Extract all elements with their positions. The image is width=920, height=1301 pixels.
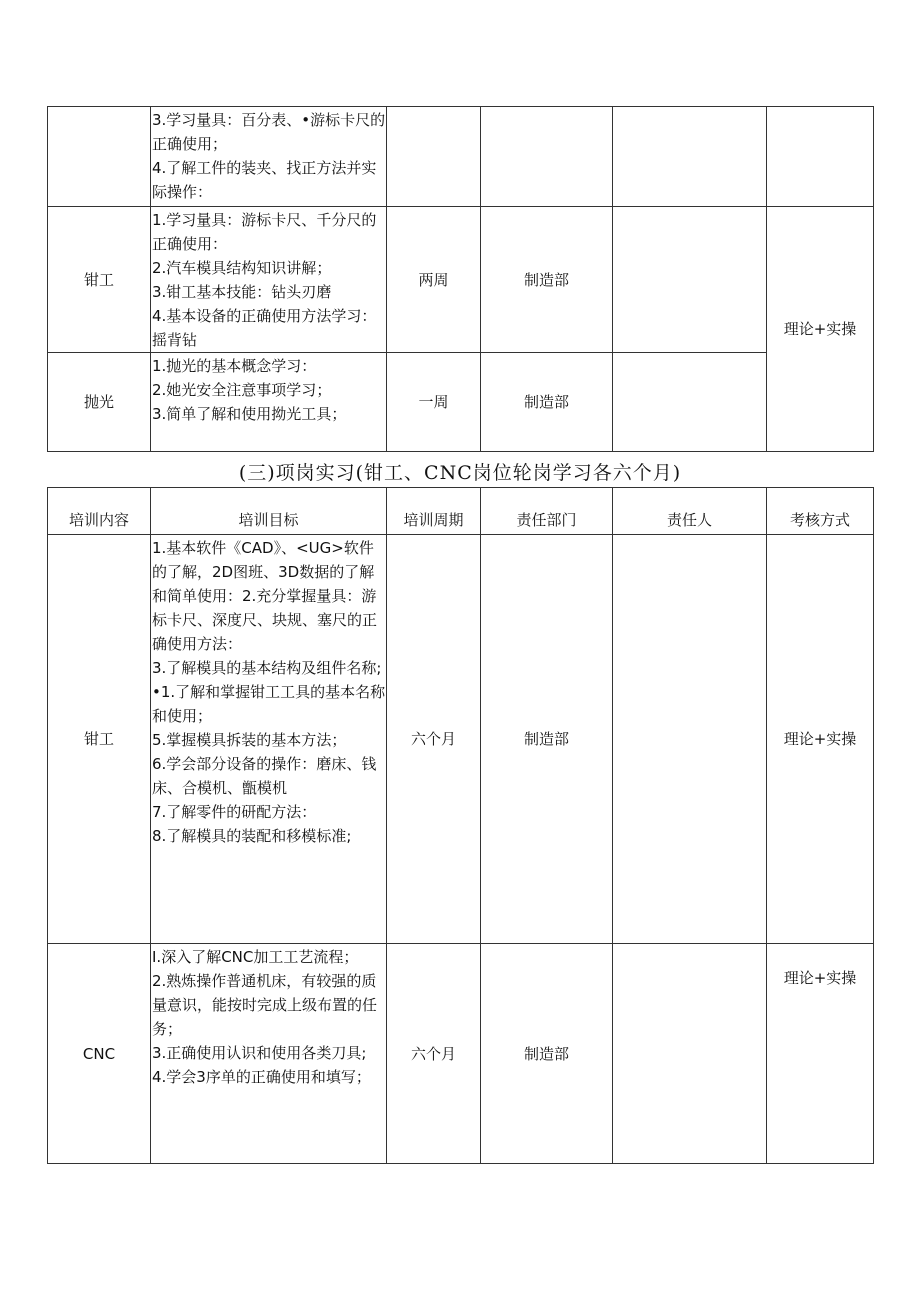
period-cell: 六个月 [387,944,481,1164]
content-cell: CNC [48,944,151,1164]
training-table-internship [47,487,874,1164]
content-cell: 钳工 [48,207,151,353]
department-cell [481,107,613,207]
content-cell: 钳工 [48,535,151,944]
section-heading: (三)项岗实习(钳工、CNC岗位轮岗学习各六个月) [238,462,682,484]
header-content: 培训内容 [48,488,151,535]
period-cell: 六个月 [387,535,481,944]
department-cell: 制造部 [481,353,613,452]
table-row [48,944,874,1164]
objectives-cell: 1.抛光的基本概念学习： 2.她光安全注意事项学习； 3.简单了解和使用拗光工具； [151,353,387,452]
header-department: 责任部门 [481,488,613,535]
assessment-cell: 理论+实操 [767,207,874,452]
department-cell: 制造部 [481,207,613,353]
content-cell: 抛光 [48,353,151,452]
header-person: 责任人 [613,488,767,535]
table-row [48,535,874,944]
objectives-cell: 1.基本软件《CAD》、<UG>软件的了解，2D图班、3D数据的了解和简单使用：2.充分掌握量具：游标卡尺、深度尺、块规、塞尺的正确使用方法： 3.了解模具的基本结构及组件名称; •1.了解和掌握钳工工具的基本名称和使用； 5.掌握模具拆装的基本方法； 6.学会部分设备的操作：磨床、钱床、合模机、甑模机 7.了解零件的研配方法： 8.了解模具的装配和移模标准; [151,535,387,944]
period-cell: 一周 [387,353,481,452]
department-cell: 制造部 [481,535,613,944]
department-cell: 制造部 [481,944,613,1164]
period-cell [387,107,481,207]
objectives-cell: 1.学习量具：游标卡尺、千分尺的正确使用： 2.汽车模具结构知识讲解； 3.钳工基本技能：钻头刃磨 4.基本设备的正确使用方法学习：摇背钻 [151,207,387,353]
table-row [48,107,874,207]
person-cell [613,944,767,1164]
table-row [48,207,874,353]
person-cell [613,535,767,944]
header-objectives: 培训目标 [151,488,387,535]
assessment-cell [767,107,874,207]
assessment-cell: 理论+实操 [767,944,874,1164]
person-cell [613,353,767,452]
period-cell: 两周 [387,207,481,353]
objectives-cell: I.深入了解CNC加工工艺流程； 2.熟炼操作普通机床，有较强的质量意识，能按时完成上级布置的任务； 3.正确使用认识和使用各类刀具; 4.学会3序单的正确使用和填写； [151,944,387,1164]
person-cell [613,207,767,353]
objectives-cell: 3.学习量具：百分表、•游标卡尺的正确使用； 4.了解工件的装夹、找正方法并实际操作： [151,107,387,207]
header-assessment: 考核方式 [767,488,874,535]
content-cell [48,107,151,207]
table-header-row [48,488,874,535]
assessment-cell: 理论+实操 [767,535,874,944]
training-table-top [47,106,874,452]
person-cell [613,107,767,207]
table-row [48,353,874,452]
header-period: 培训周期 [387,488,481,535]
